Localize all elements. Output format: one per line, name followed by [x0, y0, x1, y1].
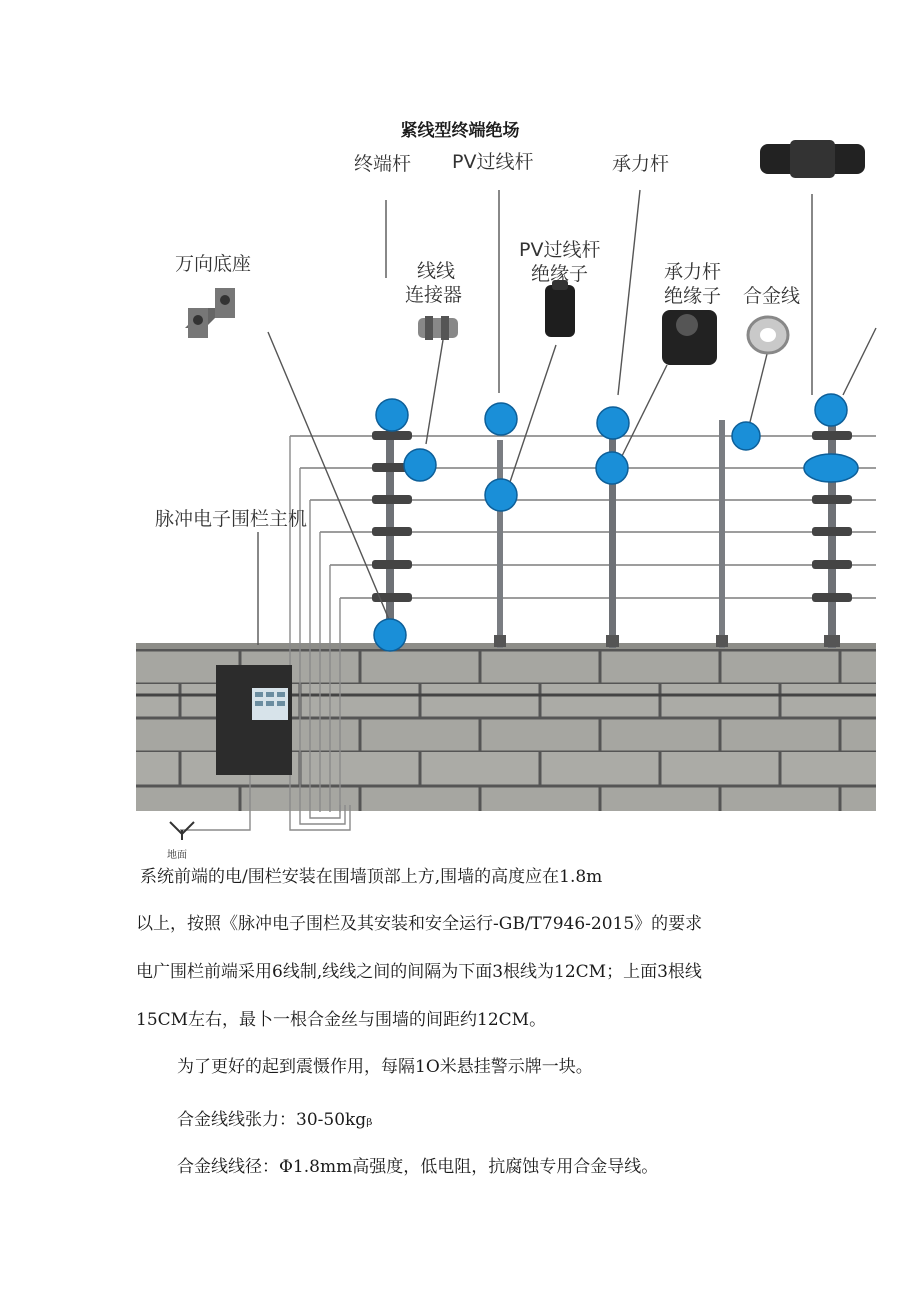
label-universal-base: 万向底座	[175, 253, 252, 275]
label-pv-pole: PV过线杆	[452, 151, 534, 173]
label-load-insulator-line2: 绝缘子	[664, 285, 722, 307]
paragraph-7: 合金线线径：Φ1.8mm高强度，低电阻，抗腐蚀专用合金导线。	[177, 1157, 659, 1177]
paragraph-6: 合金线线张力：30-50kgᵦ	[177, 1110, 373, 1130]
label-pv-insulator-line2: 绝缘子	[531, 263, 589, 285]
label-connector-line2: 连接器	[405, 284, 463, 306]
label-pv-insulator-line1: PV过线杆	[519, 239, 601, 261]
label-load-insulator-line1: 承力杆	[664, 261, 722, 283]
figure-title: 紧线型终端绝场	[400, 121, 520, 141]
paragraph-2: 以上，按照《脉冲电子围栏及其安装和安全运行-GB/T7946-2015》的要求	[136, 914, 703, 934]
label-alloy-wire: 合金线	[743, 285, 801, 307]
fence-wires	[290, 436, 876, 598]
ground-icon	[170, 822, 194, 840]
label-terminal-pole: 终端杆	[354, 153, 412, 175]
label-load-pole: 承力杆	[612, 153, 670, 175]
label-host: 脉冲电子围栏主机	[155, 508, 308, 530]
paragraph-4: 15CM左右，最卜一根合金丝与围墙的间距约12CM。	[136, 1010, 547, 1030]
paragraph-3: 电广围栏前端采用6线制,线线之间的间隔为下面3根线为12CM；上面3根线	[136, 962, 702, 982]
paragraph-1: 系统前端的电/围栏安装在围墙顶部上方,围墙的高度应在1.8m	[140, 867, 603, 887]
fence-diagram	[0, 140, 920, 861]
label-ground: 地面	[167, 850, 187, 861]
fence-host-box	[216, 665, 292, 775]
poles	[382, 408, 840, 648]
label-connector-line1: 线线	[417, 260, 456, 282]
paragraph-5: 为了更好的起到震慑作用，每隔1O米悬挂警示牌一块。	[177, 1057, 593, 1077]
